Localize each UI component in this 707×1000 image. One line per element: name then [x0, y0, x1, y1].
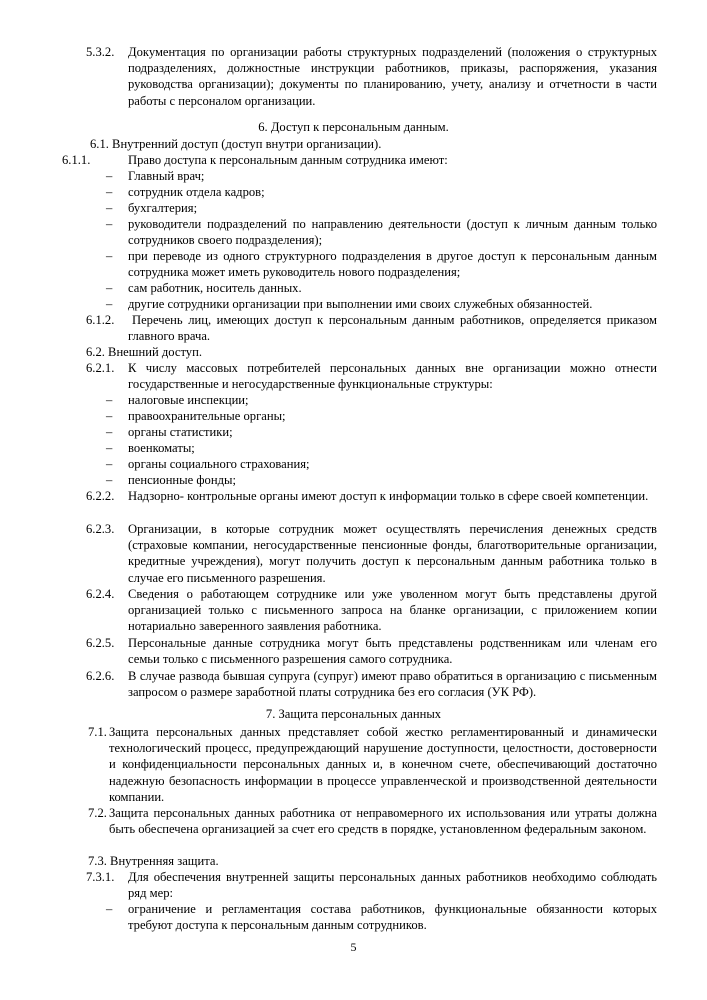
clause-number: 5.3.2.	[86, 45, 115, 59]
clause-number: 6.1.1.	[62, 153, 91, 167]
dash-bullet: –	[106, 393, 113, 407]
clause-text: Право доступа к персональным данным сотрудника имеют:	[128, 153, 448, 167]
clause-text: Перечень лиц, имеющих доступ к персональным данным работников, определяется приказом главного врача.	[128, 313, 657, 344]
clause-number: 6.2.2.	[86, 489, 115, 503]
clause-text: Защита персональных данных представляет собой жестко регламентированный и динамически технологический процесс, предупреждающий нарушение доступности, целостности, достоверности и конфиденциальности персональных данных и, в конечном счете, обеспечивающий достаточно надежную безопасность информации в процессе управленческой и производственной деятельности компании.	[109, 725, 657, 804]
dash-bullet: –	[106, 169, 113, 183]
clause-text: Для обеспечения внутренней защиты персональных данных работников необходимо соблюдать ряд мер:	[128, 870, 657, 901]
list-item-text: пенсионные фонды;	[128, 473, 236, 487]
list-item-text: при переводе из одного структурного подразделения в другое доступ к персональным данным сотрудника может иметь руководитель нового подразделения;	[128, 249, 657, 280]
dash-bullet: –	[106, 425, 113, 439]
list-item-text: руководители подразделений по направлению деятельности (доступ к личным данным только сотрудников своего подразделения);	[128, 217, 657, 248]
dash-bullet: –	[106, 409, 113, 423]
clause-text: Организации, в которые сотрудник может осуществлять перечисления денежных средств (страховые компании, негосударственные пенсионные фонды, благотворительные организации, кредитные учреждения), могут получить доступ к персональным данным работника только в случае его письменного разрешения.	[128, 522, 657, 585]
page-number: 5	[350, 940, 357, 954]
list-item-text: бухгалтерия;	[128, 201, 198, 215]
dash-bullet: –	[106, 457, 113, 471]
list-item-text: сам работник, носитель данных.	[128, 281, 302, 295]
clause-text: Защита персональных данных работника от неправомерного их использования или утраты должна быть обеспечена организацией за счет его средств в порядке, установленном федеральным законом.	[109, 806, 657, 837]
list-item-text: правоохранительные органы;	[128, 409, 286, 423]
dash-bullet: –	[106, 201, 113, 215]
clause-text: Сведения о работающем сотруднике или уже уволенном могут быть представлены другой организацией только с письменного запроса на бланке организации, с приложением копии нотариально заверенного заявления работника.	[128, 587, 657, 634]
section-6-heading: 6. Доступ к персональным данным.	[258, 120, 449, 134]
clause-number: 6.2.1.	[86, 361, 115, 375]
list-item-text: сотрудник отдела кадров;	[128, 185, 265, 199]
clause-text: Документация по организации работы структурных подразделений (положения о структурных подразделениях, должностные инструкции работников, приказы, распоряжения, указания руководства организации); документы по планированию, учету, анализу и отчетности в части работы с персоналом организации.	[128, 45, 657, 108]
dash-bullet: –	[106, 297, 113, 311]
clause-number: 6.2.3.	[86, 522, 115, 536]
list-item-text: органы социального страхования;	[128, 457, 310, 471]
list-item-text: Главный врач;	[128, 169, 205, 183]
clause-number: 6.2.5.	[86, 636, 115, 650]
clause-number: 7.1.	[88, 725, 107, 739]
clause-text: К числу массовых потребителей персональных данных вне организации можно отнести государственные и негосударственные функциональные структуры:	[128, 361, 657, 392]
clause-text: В случае развода бывшая супруга (супруг) имеют право обратиться в организацию с письменным запросом о размере заработной платы сотрудника без его согласия (УК РФ).	[128, 669, 657, 700]
list-item-text: органы статистики;	[128, 425, 233, 439]
clause-7-3: 7.3. Внутренняя защита.	[88, 854, 219, 868]
list-item-text: ограничение и регламентация состава работников, функциональные обязанности которых требуют доступа к персональным данным сотрудников.	[128, 902, 657, 933]
list-item-text: другие сотрудники организации при выполнении ими своих служебных обязанностей.	[128, 297, 593, 311]
clause-number: 6.2.6.	[86, 669, 115, 683]
dash-bullet: –	[106, 185, 113, 199]
clause-text: Персональные данные сотрудника могут быть представлены родственникам или членам его семьи только с письменного разрешения самого сотрудника.	[128, 636, 657, 667]
dash-bullet: –	[106, 281, 113, 295]
clause-6-2: 6.2. Внешний доступ.	[86, 345, 202, 359]
clause-6-1: 6.1. Внутренний доступ (доступ внутри организации).	[90, 137, 382, 151]
list-item-text: налоговые инспекции;	[128, 393, 249, 407]
dash-bullet: –	[106, 249, 113, 263]
clause-text: Надзорно- контрольные органы имеют доступ к информации только в сфере своей компетенции.	[128, 489, 649, 503]
list-item-text: военкоматы;	[128, 441, 195, 455]
clause-number: 6.1.2.	[86, 313, 115, 327]
clause-number: 6.2.4.	[86, 587, 115, 601]
dash-bullet: –	[106, 217, 113, 231]
dash-bullet: –	[106, 441, 113, 455]
dash-bullet: –	[106, 902, 113, 916]
section-7-heading: 7. Защита персональных данных	[265, 707, 442, 721]
dash-bullet: –	[106, 473, 113, 487]
clause-number: 7.3.1.	[86, 870, 115, 884]
clause-number: 7.2.	[88, 806, 107, 820]
